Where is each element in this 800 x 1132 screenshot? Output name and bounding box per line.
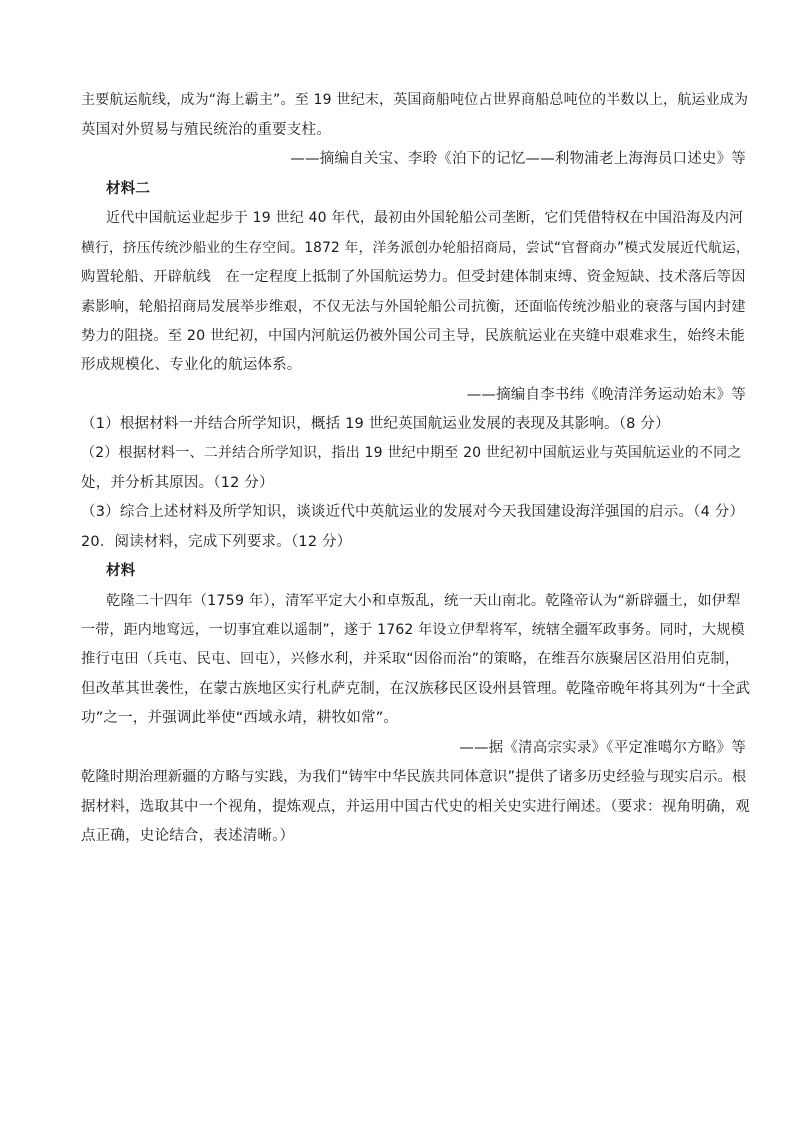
material2-line-3: 购置轮船、开辟航线 在一定程度上抵制了外国航运势力。但受封建体制束缚、资金短缺、技术落后等因: [81, 269, 746, 285]
material2-line-4: 素影响，轮船招商局发展举步维艰，不仅无法与外国轮船公司抗衡，还面临传统沙船业的衰落与国内封建: [81, 299, 746, 315]
question-1: （1）根据材料一并结合所学知识，概括 19 世纪英国航运业发展的表现及其影响。（8 分）: [81, 416, 670, 432]
question-20-title: 20．阅读材料，完成下列要求。（12 分）: [81, 534, 352, 550]
question-20-line-3: 推行屯田（兵屯、民屯、回屯），兴修水利，并采取“因俗而治”的策略，在维吾尔族聚居区沿用伯克制，: [81, 651, 740, 667]
question-20-material-heading: 材料: [106, 563, 136, 579]
question-20-source: ——据《清高宗实录》《平定准噶尔方略》等: [459, 740, 746, 756]
question-20-line-1: 乾隆二十四年（1759 年），清军平定大小和卓叛乱，统一天山南北。乾隆帝认为“新辟疆土，如伊犁: [106, 593, 741, 609]
question-20-task-line-2: 据材料，选取其中一个视角，提炼观点，并运用中国古代史的相关史实进行阐述。（要求：视角明确，观: [81, 799, 750, 815]
material2-heading: 材料二: [106, 181, 151, 197]
material1-line-1: 主要航运航线，成为“海上霸主”。至 19 世纪末，英国商船吨位占世界商船总吨位的半数以上，航运业成为: [81, 92, 749, 108]
question-2-line-1: （2）根据材料一、二并结合所学知识，指出 19 世纪中期至 20 世纪初中国航运业与英国航运业的不同之: [81, 445, 742, 461]
material2-line-6: 形成规模化、专业化的航运体系。: [81, 357, 302, 373]
material2-source: ——摘编自李书纬《晚清洋务运动始末》等: [466, 387, 746, 403]
material2-line-5: 势力的阻挠。至 20 世纪初，中国内河航运仍被外国公司主导，民族航运业在夹缝中艰难求生，始终未能: [81, 328, 745, 344]
material2-line-1: 近代中国航运业起步于 19 世纪 40 年代，最初由外国轮船公司垄断，它们凭借特权在中国沿海及内河: [106, 210, 744, 226]
question-2-line-2: 处，并分析其原因。（12 分）: [81, 475, 274, 491]
material2-line-2: 横行，挤压传统沙船业的生存空间。1872 年，洋务派创办轮船招商局，尝试“官督商办”模式发展近代航运，: [81, 240, 750, 256]
material1-line-2: 英国对外贸易与殖民统治的重要支柱。: [81, 122, 331, 138]
question-20-line-5: 功”之一，并强调此举使“西域永靖，耕牧如常”。: [81, 710, 399, 726]
question-20-line-4: 但改革其世袭性，在蒙古族地区实行札萨克制，在汉族移民区设州县管理。乾隆帝晚年将其列为“十全武: [81, 681, 751, 697]
question-20-task-line-3: 点正确，史论结合，表述清晰。）: [81, 828, 295, 844]
material1-source: ——摘编自关宝、李聆《泊下的记忆——利物浦老上海海员口述史》等: [290, 151, 746, 167]
question-3: （3）综合上述材料及所学知识，谈谈近代中英航运业的发展对今天我国建设海洋强国的启示。（4 分）: [81, 504, 745, 520]
question-20-task-line-1: 乾隆时期治理新疆的方略与实践，为我们“铸牢中华民族共同体意识”提供了诸多历史经验与现实启示。根: [81, 769, 747, 785]
question-20-line-2: 一带，距内地窎远，一切事宜难以遥制”，遂于 1762 年设立伊犁将军，统辖全疆军政事务。同时，大规模: [81, 622, 745, 638]
